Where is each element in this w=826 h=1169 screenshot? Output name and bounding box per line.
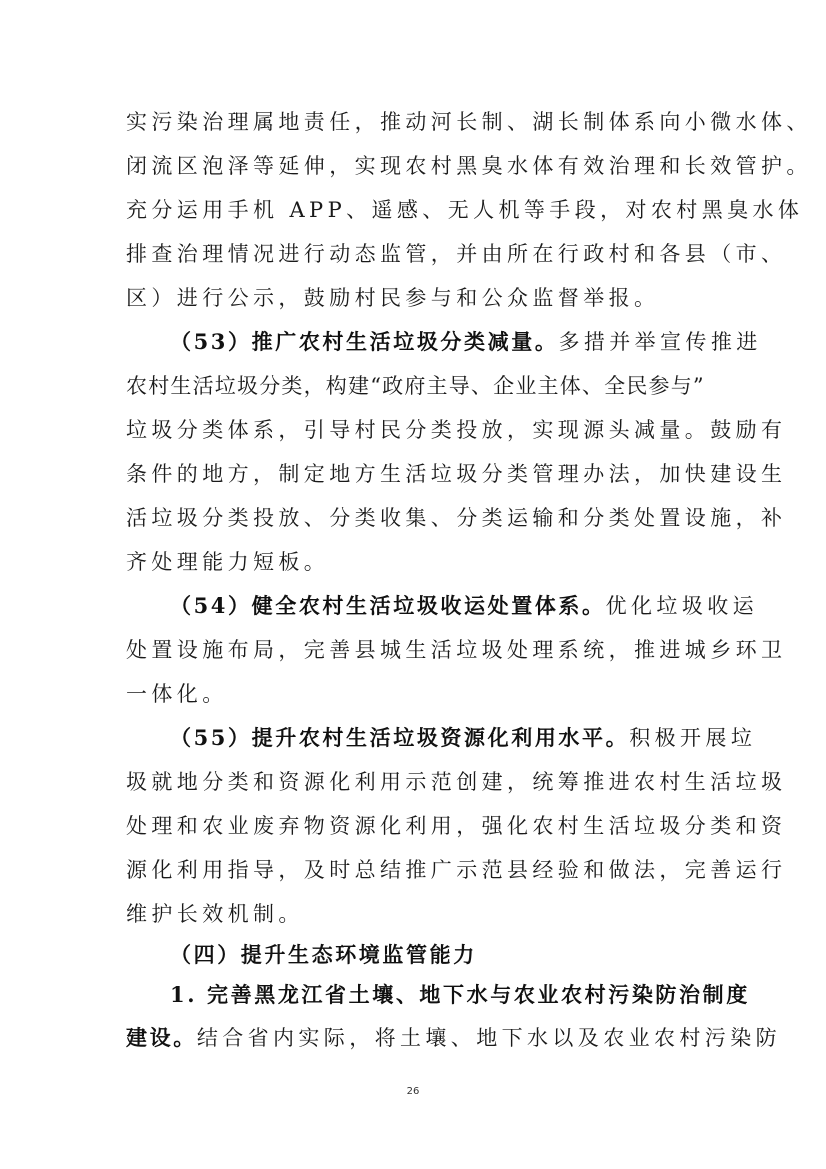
line-text: 一体化。: [126, 682, 228, 706]
body-line: [126, 811, 787, 841]
body-line: [126, 503, 787, 533]
line-text: 优化垃圾收运: [605, 594, 759, 618]
body-line: [126, 239, 787, 269]
line-text: 源化利用指导，及时总结推广示范县经验和做法，完善运行: [126, 858, 787, 882]
subsection-heading-line: [170, 980, 750, 1010]
body-line: [126, 547, 716, 577]
body-line: [126, 151, 812, 181]
subsection-title-continued: 建设。: [126, 1025, 197, 1050]
page-number: 26: [406, 1086, 420, 1097]
body-line: [126, 459, 787, 489]
line-text: 多措并举宣传推进: [558, 330, 762, 354]
item-55-heading-line: [170, 723, 757, 753]
item-55-title: （55）提升农村生活垃圾资源化利用水平。: [170, 725, 630, 750]
body-line: [126, 635, 787, 665]
line-text: 圾就地分类和资源化利用示范创建，统筹推进农村生活垃圾: [126, 770, 787, 794]
line-text: 积极开展垃: [629, 726, 757, 750]
line-text: 活垃圾分类投放、分类收集、分类运输和分类处置设施，补: [126, 506, 787, 530]
line-text: 排查治理情况进行动态监管，并由所在行政村和各县（市、: [126, 242, 787, 266]
line-text: 维护长效机制。: [126, 902, 304, 926]
item-53-title: （53）推广农村生活垃圾分类减量。: [170, 329, 559, 354]
line-text: 农村生活垃圾分类，构建“政府主导、企业主体、全民参与”: [126, 374, 705, 398]
line-text: 充分运用手机 APP、遥感、无人机等手段，对农村黑臭水体: [126, 198, 804, 222]
body-line: [126, 195, 804, 225]
line-text: 条件的地方，制定地方生活垃圾分类管理办法，加快建设生: [126, 462, 787, 486]
body-line: [126, 283, 716, 313]
line-text: 区）进行公示，鼓励村民参与和公众监督举报。: [126, 286, 660, 310]
item-53-heading-line: [170, 327, 762, 357]
body-line: [126, 107, 812, 137]
body-line: [126, 371, 716, 401]
body-line: [126, 1023, 782, 1053]
line-text: 处置设施布局，完善县城生活垃圾处理系统，推进城乡环卫: [126, 638, 787, 662]
line-text: 处理和农业废弃物资源化利用，强化农村生活垃圾分类和资: [126, 814, 787, 838]
body-line: [126, 679, 716, 709]
body-line: [126, 855, 787, 885]
body-line: [126, 899, 716, 929]
body-line: [126, 415, 787, 445]
line-text: 结合省内实际，将土壤、地下水以及农业农村污染防: [196, 1026, 782, 1050]
line-text: 闭流区泡泽等延伸，实现农村黑臭水体有效治理和长效管护。: [126, 154, 812, 178]
subsection-title: 1. 完善黑龙江省土壤、地下水与农业农村污染防治制度: [170, 982, 750, 1007]
line-text: 垃圾分类体系，引导村民分类投放，实现源头减量。鼓励有: [126, 418, 787, 442]
section-heading: [170, 940, 716, 970]
item-54-heading-line: [170, 591, 759, 621]
section-title: （四）提升生态环境监管能力: [170, 942, 477, 967]
line-text: 齐处理能力短板。: [126, 550, 330, 574]
body-line: [126, 767, 787, 797]
item-54-title: （54）健全农村生活垃圾收运处置体系。: [170, 593, 606, 618]
line-text: 实污染治理属地责任，推动河长制、湖长制体系向小微水体、: [126, 110, 812, 134]
